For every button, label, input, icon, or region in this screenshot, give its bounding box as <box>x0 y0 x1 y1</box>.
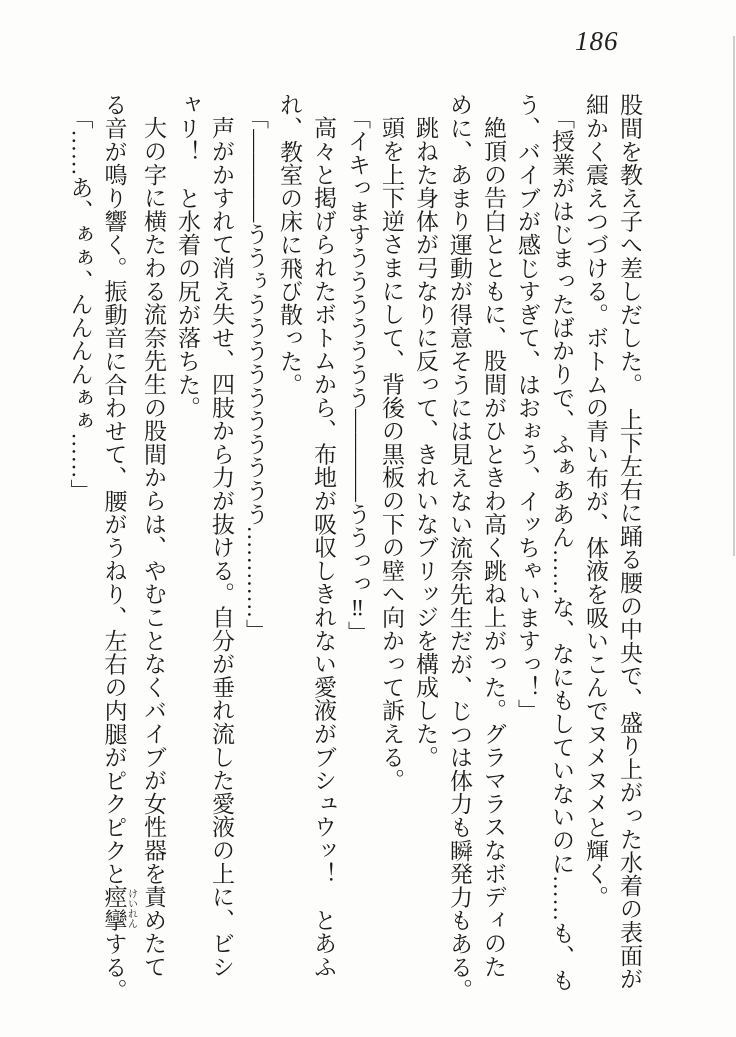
text-line: 細かく震えつづける。ボトムの青い布が、体液を吸いこんでヌメヌメと輝く。 <box>583 93 608 909</box>
text-segment: する。 <box>101 931 127 1002</box>
text-segment: る音が鳴り響く。振動音に合わせて、腰がうねり、左右の内腿がピクピクと <box>101 93 127 886</box>
text-line: 股間を教え子へ差しだした。 上下左右に踊る腰の中央で、盛り上がった水着の表面が <box>617 93 642 991</box>
text-line: う、バイブが感じすぎて、はおぉう、イッちゃいますっ！」 <box>515 93 540 723</box>
text-line: 高々と掲げられたボトムから、布地が吸収しきれない愛液がブシュウッ！ とあふ <box>311 116 336 979</box>
text-line: 「――――ううぅうううううううううう…………」 <box>243 105 268 642</box>
text-line: れ、教室の床に飛び散った。 <box>277 93 302 396</box>
page-edge-line <box>733 36 735 556</box>
text-line: 跳ねた身体が弓なりに反って、きれいなブリッジを構成した。 <box>413 116 438 769</box>
text-line: 絶頂の告白とともに、股間がひときわ高く跳ね上がった。グラマラスなボディのた <box>481 116 506 979</box>
text-line: めに、あまり運動が得意そうには見えない流奈先生だが、じつは体力も瞬発力もある。 <box>447 93 472 1002</box>
text-line: 大の字に横たわる流奈先生の股間からは、やむことなくバイブが女性器を責めたて <box>141 116 166 979</box>
page-number: 186 <box>575 26 619 56</box>
text-line-with-furigana <box>97 93 137 1007</box>
furigana-ruby <box>101 885 137 932</box>
text-line: 声がかすれて消え失せ、四肢から力が抜ける。自分が垂れ流した愛液の上に、ビシ <box>209 116 234 979</box>
text-line: 「イキっますううううううう――――ううっっ‼」 <box>345 105 370 644</box>
ruby-reading: けいれん <box>125 885 137 932</box>
text-line: ャリ！ と水着の尻が落ちた。 <box>175 93 200 420</box>
text-line: 「……あ、ぁぁ、んんんんぁぁ……」 <box>67 105 93 502</box>
page-text <box>63 93 647 1007</box>
ruby-base: 痙攣 <box>101 885 127 932</box>
text-line: 頭を上下逆さまにして、背後の黒板の下の壁へ向かって訴える。 <box>379 116 404 792</box>
text-line: 「授業がはじまったばかりで、ふぁああん……な、なにもしていないのに……も、も <box>549 105 574 992</box>
